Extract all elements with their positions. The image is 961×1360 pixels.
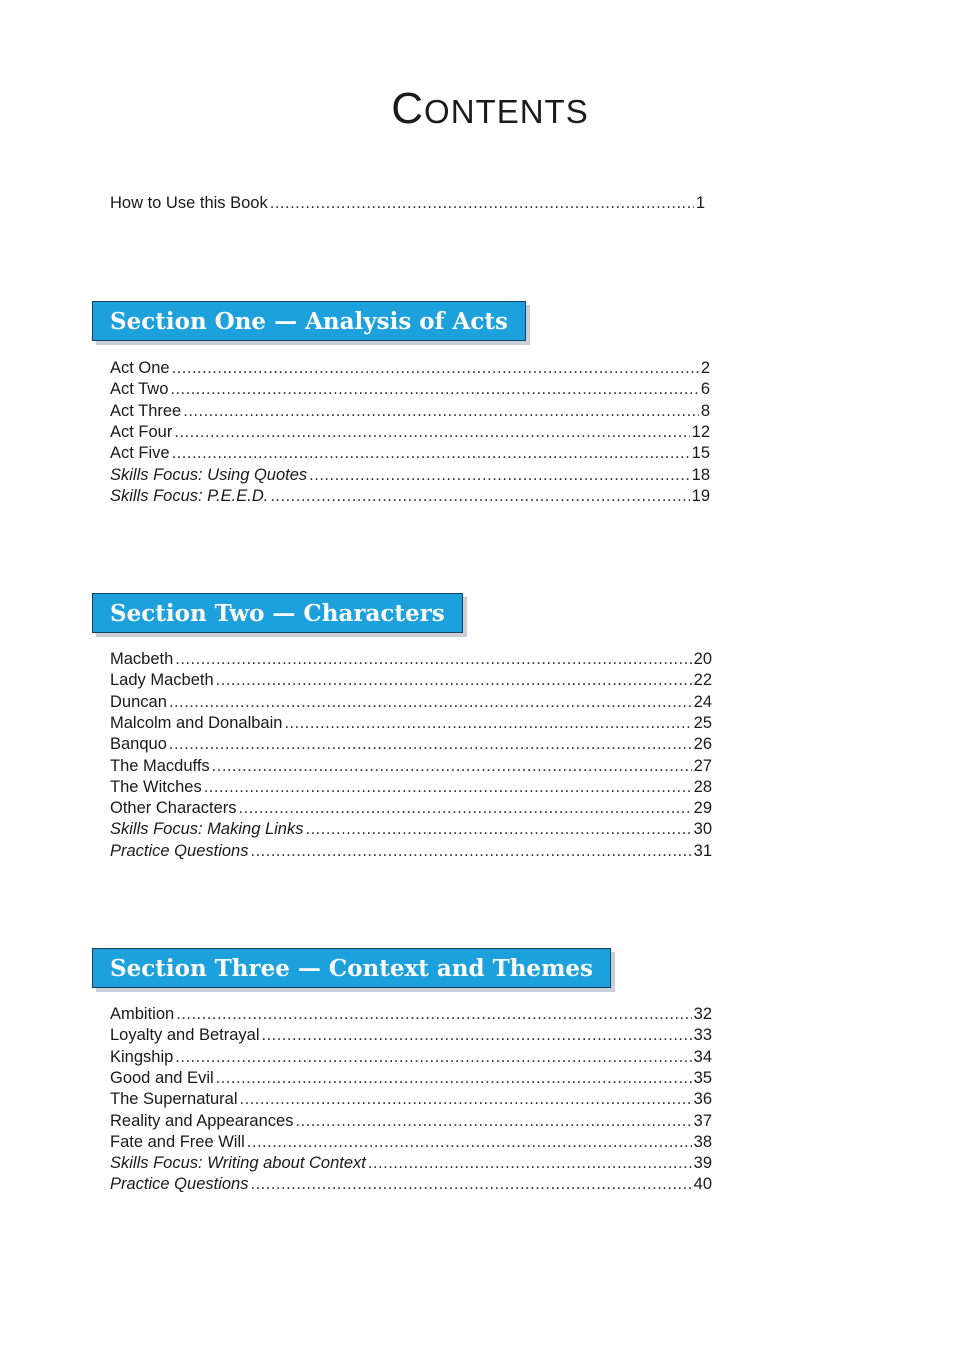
toc-entry-label: Good and Evil xyxy=(110,1068,214,1087)
toc-entry-page: 30 xyxy=(693,820,712,839)
dot-leader xyxy=(270,193,694,214)
dot-leader xyxy=(216,1068,692,1089)
toc-entry-page: 8 xyxy=(700,401,710,420)
toc-entry-label: Skills Focus: Using Quotes xyxy=(110,465,308,484)
toc-entry-label: The Supernatural xyxy=(110,1090,238,1109)
toc-entry[interactable] xyxy=(110,819,712,840)
toc-entry-page: 25 xyxy=(693,713,712,732)
dot-leader xyxy=(250,1174,691,1195)
toc-entry[interactable] xyxy=(110,1068,712,1089)
toc-entry[interactable] xyxy=(110,1153,712,1174)
toc-entry-page: 32 xyxy=(693,1005,712,1023)
toc-entry-page: 29 xyxy=(693,799,712,818)
toc-entry-label: Banquo xyxy=(110,735,167,754)
dot-leader xyxy=(368,1153,692,1174)
dot-leader xyxy=(309,465,689,486)
toc-entry-label: Fate and Free Will xyxy=(110,1132,245,1151)
section-three xyxy=(92,948,611,988)
toc-entry[interactable] xyxy=(110,692,712,713)
dot-leader xyxy=(169,692,692,713)
toc-entry[interactable] xyxy=(110,401,710,422)
dot-leader xyxy=(175,1047,691,1068)
toc-entry[interactable] xyxy=(110,358,710,379)
toc-entry-page: 15 xyxy=(691,444,710,463)
dot-leader xyxy=(204,777,692,798)
toc-entry-page: 24 xyxy=(693,692,712,711)
dot-leader xyxy=(212,756,692,777)
toc-entry-label: Macbeth xyxy=(110,650,174,668)
toc-entry-page: 27 xyxy=(693,756,712,775)
toc-entry-label: Lady Macbeth xyxy=(110,671,214,690)
dot-leader xyxy=(284,713,691,734)
toc-entry[interactable] xyxy=(110,1174,712,1195)
toc-entry-label: Duncan xyxy=(110,692,167,711)
toc-entry-label: Reality and Appearances xyxy=(110,1111,294,1130)
toc-entry[interactable] xyxy=(110,841,712,862)
toc-entry-page: 37 xyxy=(693,1111,712,1130)
dot-leader xyxy=(183,401,699,422)
dot-leader xyxy=(295,1111,691,1132)
dot-leader xyxy=(305,819,691,840)
toc-entry-page: 33 xyxy=(693,1026,712,1045)
toc-entry-label: Act Three xyxy=(110,401,182,420)
toc-entry-label: Practice Questions xyxy=(110,1175,249,1194)
toc-entry-label: Ambition xyxy=(110,1005,175,1023)
toc-entry[interactable] xyxy=(110,422,710,443)
toc-entry-label: Skills Focus: P.E.E.D. xyxy=(110,486,269,505)
dot-leader xyxy=(176,1004,691,1025)
dot-leader xyxy=(169,734,692,755)
toc-entry-label: How to Use this Book xyxy=(110,194,268,212)
toc-entry[interactable] xyxy=(110,798,712,819)
section-one xyxy=(92,301,526,341)
toc-entry-label: Practice Questions xyxy=(110,841,249,860)
toc-entry-label: The Macduffs xyxy=(110,756,210,775)
dot-leader xyxy=(170,379,698,400)
toc-entry[interactable] xyxy=(110,443,710,464)
dot-leader xyxy=(175,649,691,670)
toc-entry-page: 35 xyxy=(693,1068,712,1087)
toc-entry-page: 40 xyxy=(693,1175,712,1194)
toc-entry-label: Kingship xyxy=(110,1047,174,1066)
toc-entry[interactable] xyxy=(110,1089,712,1110)
toc-entry-page: 31 xyxy=(693,841,712,860)
toc-entry-page: 36 xyxy=(693,1090,712,1109)
page-title xyxy=(0,84,961,134)
dot-leader xyxy=(216,670,692,691)
dot-leader xyxy=(250,841,691,862)
toc-entry[interactable] xyxy=(110,649,712,670)
toc-entry-label: Act One xyxy=(110,359,170,377)
toc-entry-page: 26 xyxy=(693,735,712,754)
toc-entry-label: Act Two xyxy=(110,380,169,399)
toc-entry-label: Loyalty and Betrayal xyxy=(110,1026,260,1045)
dot-leader xyxy=(247,1132,692,1153)
toc-entry-page: 6 xyxy=(700,380,710,399)
toc-entry[interactable] xyxy=(110,1132,712,1153)
toc-entry-page: 39 xyxy=(693,1154,712,1173)
dot-leader xyxy=(172,443,690,464)
toc-entry[interactable] xyxy=(110,734,712,755)
section-two xyxy=(92,593,463,633)
toc-entry-page: 28 xyxy=(693,777,712,796)
toc-entry-page: 38 xyxy=(693,1132,712,1151)
dot-leader xyxy=(239,798,692,819)
toc-entry-label: Act Four xyxy=(110,422,173,441)
toc-entry[interactable] xyxy=(110,756,712,777)
section-header xyxy=(92,948,611,988)
toc-entry-page: 1 xyxy=(695,194,705,212)
toc-entry-label: The Witches xyxy=(110,777,202,796)
toc-entry-label: Other Characters xyxy=(110,799,237,818)
toc-entry[interactable] xyxy=(110,465,710,486)
toc-entry[interactable] xyxy=(110,1025,712,1046)
toc-entry-label: Skills Focus: Writing about Context xyxy=(110,1154,366,1173)
toc-entry-label: Malcolm and Donalbain xyxy=(110,713,283,732)
dot-leader xyxy=(172,358,699,379)
page-title-rest: ONTENTS xyxy=(424,93,589,130)
page-title-initial: C xyxy=(391,84,425,133)
toc-entry-page: 22 xyxy=(693,671,712,690)
toc-entry-page: 2 xyxy=(700,359,710,377)
toc-entry[interactable] xyxy=(110,713,712,734)
section-header xyxy=(92,593,463,633)
toc-entry[interactable] xyxy=(110,1111,712,1132)
toc-entry[interactable] xyxy=(110,670,712,691)
toc-entry-page: 20 xyxy=(693,650,712,668)
toc-entry-label: Act Five xyxy=(110,444,170,463)
toc-entry-label: Skills Focus: Making Links xyxy=(110,820,304,839)
toc-entry[interactable] xyxy=(110,486,710,507)
section-title: Section Three — Context and Themes xyxy=(110,955,593,982)
toc-entry-intro[interactable] xyxy=(110,193,705,214)
section-title: Section One — Analysis of Acts xyxy=(110,308,508,335)
dot-leader xyxy=(262,1025,692,1046)
toc-entry[interactable] xyxy=(110,777,712,798)
toc-entry[interactable] xyxy=(110,379,710,400)
dot-leader xyxy=(270,486,689,507)
dot-leader xyxy=(240,1089,692,1110)
toc-entry-page: 12 xyxy=(691,422,710,441)
toc-entry-page: 18 xyxy=(691,465,710,484)
toc-entry[interactable] xyxy=(110,1047,712,1068)
section-title: Section Two — Characters xyxy=(110,600,445,627)
toc-entry-page: 34 xyxy=(693,1047,712,1066)
dot-leader xyxy=(174,422,689,443)
section-header xyxy=(92,301,526,341)
toc-entry[interactable] xyxy=(110,1004,712,1025)
toc-entry-page: 19 xyxy=(691,486,710,505)
